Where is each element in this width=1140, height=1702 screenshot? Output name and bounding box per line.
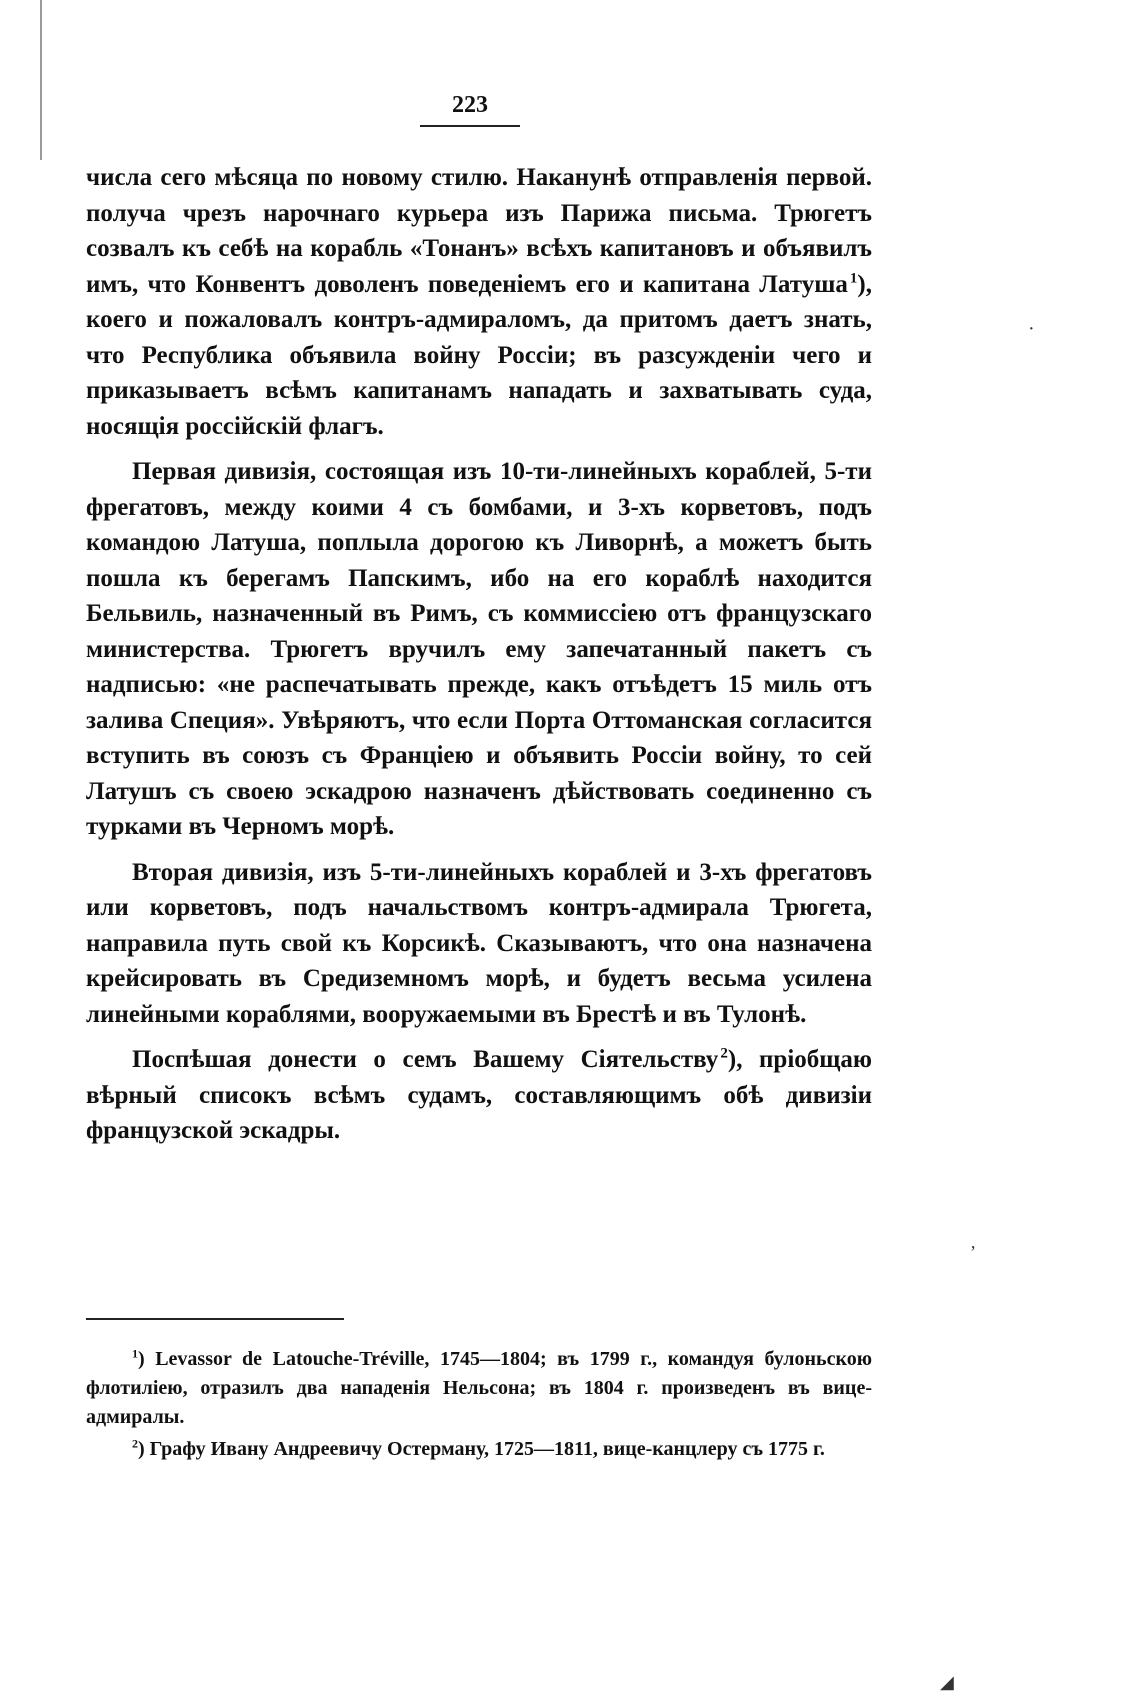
footnote-2 [86,1435,872,1464]
footnote-divider [86,1318,344,1320]
footnotes [86,1345,872,1467]
paragraph-2: Первая дивизія, состоящая изъ 10-ти-линейныхъ кораблей, 5-ти фрегатовъ, между коими 4 съ бомбами, и 3-хъ корветовъ, подъ командою Латуша, поплыла дорогою къ Ливорнѣ, а можетъ быть пошла къ берегамъ Папскимъ, ибо на его кораблѣ находится Бельвиль, назначенный въ Римъ, съ коммиссіею отъ французскаго министерства. Трюгетъ вручилъ ему запечатанный пакетъ съ надписью: «не распечатывать прежде, какъ отъѣдетъ 15 миль отъ залива Специя». Увѣряютъ, что если Порта Оттоманская согласится вступить въ союзъ съ Франціею и объявить Россіи войну, то сей Латушъ съ своею эскадрою назначенъ дѣйствовать соединенно съ турками въ Черномъ морѣ. [86,458,872,840]
footnote-1 [86,1345,872,1432]
footnote-ref-1[interactable]: 1 [849,270,858,287]
margin-dot: · [1028,318,1035,340]
footnote-2-text: ) Графу Ивану Андреевичу Остерману, 1725—1811, вице-канцлеру съ 1775 г. [138,1438,825,1460]
paragraph-1-text: числа сего мѣсяца по новому стилю. Наканунѣ отправленія первой. получа чрезъ нарочнаго курьера изъ Парижа письма. Трюгетъ созвалъ къ себѣ на корабль «Тонанъ» всѣхъ капитановъ и объявилъ имъ, что Конвентъ доволенъ поведеніемъ его и капитана Латуша [86,164,872,298]
margin-tick: ʼ [970,1242,976,1262]
footnote-1-text: ) Levassor de Latouche-Tréville, 1745—1804; въ 1799 г., командуя булоньскою флотиліею, отразилъ два нападенія Нельсона; въ 1804 г. произведенъ въ вице-адмиралы. [86,1348,872,1428]
footnote-ref-2[interactable]: 2 [720,1045,728,1062]
paragraph-3: Вторая дивизія, изъ 5-ти-линейныхъ кораблей и 3-хъ фрегатовъ или корветовъ, подъ начальствомъ контръ-адмирала Трюгета, направила путь свой къ Корсикѣ. Сказываютъ, что она назначена крейсировать въ Средиземномъ морѣ, и будетъ весьма усилена линейными кораблями, вооружаемыми въ Брестѣ и въ Тулонѣ. [86,858,872,1028]
paragraph-4-text: Поспѣшая донести о семъ Вашему Сіятельству [132,1046,719,1073]
footnote-1-mark: 1 [132,1346,138,1361]
paragraph-4-tail: ), пріобщаю вѣрный списокъ всѣмъ судамъ, составляющимъ обѣ дивизіи французской эскадры. [86,1046,872,1144]
page-edge-line [40,0,42,160]
paragraph-1-tail: ), коего и пожаловалъ контръ-адмираломъ, да притомъ даетъ знать, что Республика объявила войну Россіи; въ разсужденіи чего и приказываетъ всѣмъ капитанамъ нападать и захватывать суда, носящія россійскій флагъ. [86,270,872,440]
paragraph-4 [86,1042,872,1149]
main-text [86,160,872,1159]
corner-mark: ◢ [940,1672,954,1692]
page-number: 223 [420,92,520,127]
paragraph-1 [86,160,872,444]
footnote-2-mark: 2 [132,1436,138,1451]
